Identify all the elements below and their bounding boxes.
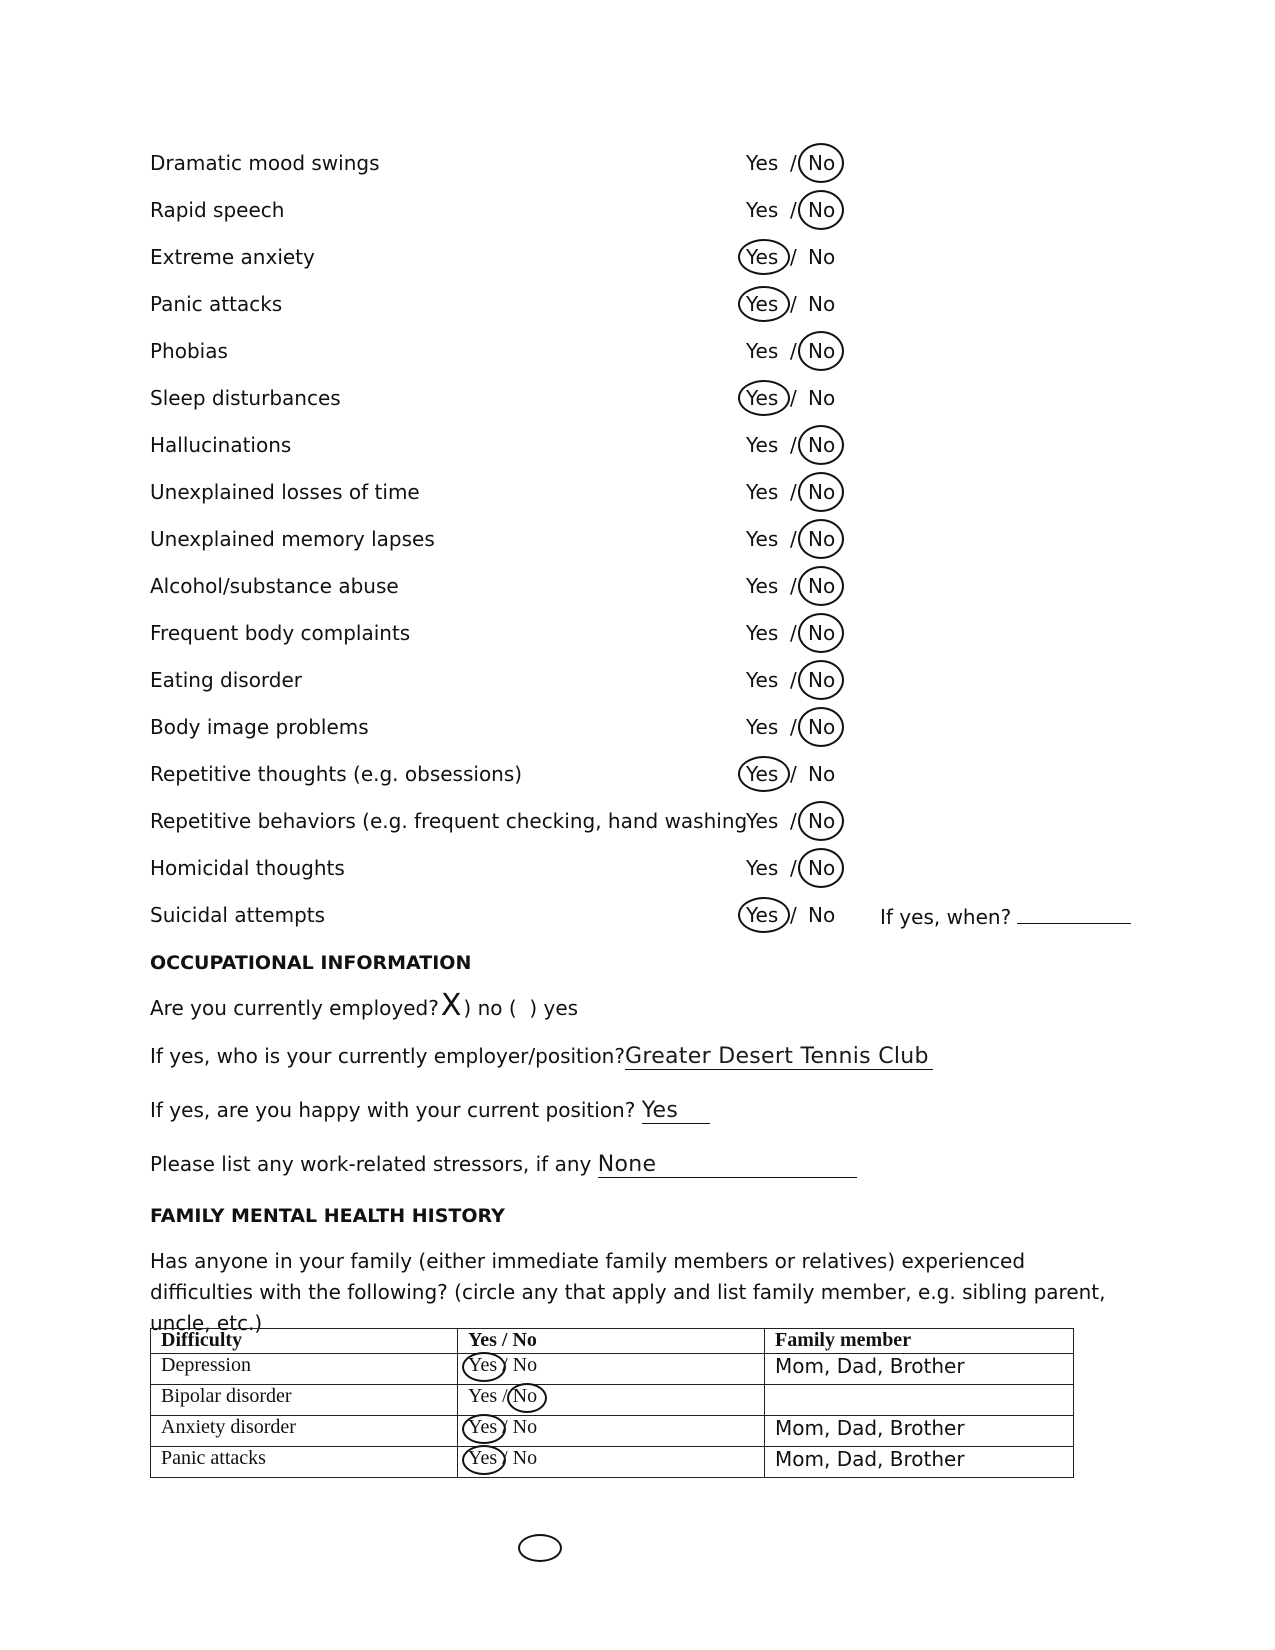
yes-option[interactable]: Yes	[746, 151, 779, 175]
header-yes-no: Yes / No	[458, 1329, 765, 1354]
yes-no-choice[interactable]: Yes / No	[746, 527, 866, 553]
occupational-heading: OCCUPATIONAL INFORMATION	[150, 952, 472, 974]
no-option[interactable]: No	[808, 715, 836, 739]
no-option[interactable]: No	[808, 245, 836, 269]
table-header-row	[151, 1329, 1074, 1354]
symptom-row	[150, 563, 1150, 610]
table-row	[151, 1416, 1074, 1447]
yes-no-cell[interactable]: Yes / No	[458, 1385, 765, 1416]
symptom-label: Sleep disturbances	[150, 386, 341, 410]
yes-no-choice[interactable]: Yes / No	[746, 621, 866, 647]
happy-answer[interactable]: Yes	[642, 1098, 710, 1124]
employed-question: Are you currently employed?X ) no ( ) yes	[150, 988, 579, 1023]
no-option[interactable]: No	[808, 527, 836, 551]
circle-mark	[738, 286, 790, 322]
symptom-label: Alcohol/substance abuse	[150, 574, 399, 598]
symptom-checklist	[150, 140, 1150, 939]
header-difficulty: Difficulty	[151, 1329, 458, 1354]
symptom-label: Dramatic mood swings	[150, 151, 380, 175]
yes-option[interactable]: Yes	[746, 433, 779, 457]
yes-option[interactable]: Yes	[468, 1385, 498, 1407]
yes-no-choice[interactable]: Yes / No	[746, 151, 866, 177]
circle-mark	[798, 801, 844, 841]
symptom-row	[150, 892, 1150, 939]
table-row	[151, 1447, 1074, 1478]
symptom-row	[150, 845, 1150, 892]
circle-mark	[798, 707, 844, 747]
symptom-label: Frequent body complaints	[150, 621, 411, 645]
symptom-label: Phobias	[150, 339, 228, 363]
table-row	[151, 1354, 1074, 1385]
no-option[interactable]: No	[808, 480, 836, 504]
no-option[interactable]: No	[808, 856, 836, 880]
family-intro: Has anyone in your family (either immediate family members or relatives) experienced difficulties with the following? (circle any that apply and list family member, e.g. sibling parent, uncle, etc.)	[150, 1249, 1106, 1335]
header-family-member: Family member	[765, 1329, 1074, 1354]
symptom-row	[150, 657, 1150, 704]
circle-mark	[798, 143, 844, 183]
circle-mark	[738, 897, 790, 933]
symptom-label: Hallucinations	[150, 433, 292, 457]
yes-option[interactable]: Yes	[746, 856, 779, 880]
yes-no-choice[interactable]: Yes / No	[746, 339, 866, 365]
symptom-row	[150, 422, 1150, 469]
no-option[interactable]: No	[808, 621, 836, 645]
symptom-label: Rapid speech	[150, 198, 285, 222]
no-option[interactable]: No	[808, 292, 836, 316]
stressors-answer[interactable]: None	[598, 1152, 857, 1178]
yes-option[interactable]: Yes	[746, 198, 779, 222]
x-mark[interactable]: X	[440, 988, 462, 1023]
yes-option[interactable]: Yes	[746, 621, 779, 645]
table-row	[151, 1385, 1074, 1416]
no-option[interactable]: No	[808, 809, 836, 833]
family-history-table	[150, 1328, 1074, 1478]
circle-mark	[462, 1445, 506, 1475]
circle-mark	[798, 519, 844, 559]
symptom-label: Suicidal attempts	[150, 903, 326, 927]
yes-option[interactable]: Yes	[746, 574, 779, 598]
circle-mark	[798, 190, 844, 230]
circle-mark	[462, 1414, 506, 1444]
employer-question: If yes, who is your currently employer/position?Greater Desert Tennis Club	[150, 1044, 933, 1070]
symptom-label: Extreme anxiety	[150, 245, 315, 269]
yes-option[interactable]: Yes	[746, 903, 779, 927]
symptom-row	[150, 704, 1150, 751]
yes-option[interactable]: Yes	[746, 762, 779, 786]
symptom-label: Eating disorder	[150, 668, 303, 692]
family-heading: FAMILY MENTAL HEALTH HISTORY	[150, 1205, 505, 1227]
symptom-row	[150, 375, 1150, 422]
no-option[interactable]: No	[808, 903, 836, 927]
circle-mark	[798, 472, 844, 512]
family-member-cell[interactable]	[765, 1385, 1074, 1416]
yes-option[interactable]: Yes	[468, 1447, 498, 1469]
no-option[interactable]: No	[512, 1385, 538, 1407]
suicidal-followup: If yes, when?	[880, 903, 1131, 929]
stressors-question: Please list any work-related stressors, if any None	[150, 1152, 857, 1178]
circle-mark	[798, 425, 844, 465]
yes-option[interactable]: Yes	[746, 339, 779, 363]
symptom-label: Panic attacks	[150, 292, 283, 316]
yes-option[interactable]: Yes	[468, 1416, 498, 1438]
circle-mark	[798, 660, 844, 700]
symptom-label: Repetitive thoughts (e.g. obsessions)	[150, 762, 523, 786]
circle-mark	[507, 1383, 547, 1413]
yes-option[interactable]: Yes	[468, 1354, 498, 1376]
yes-no-choice[interactable]: Yes / No	[746, 762, 866, 788]
symptom-row	[150, 281, 1150, 328]
yes-no-choice[interactable]: Yes / No	[746, 668, 866, 694]
yes-option[interactable]: Yes	[746, 527, 779, 551]
no-option[interactable]: No	[808, 762, 836, 786]
difficulty-cell: Bipolar disorder	[151, 1385, 458, 1416]
happy-question: If yes, are you happy with your current position? Yes	[150, 1098, 710, 1124]
no-option[interactable]: No	[808, 151, 836, 175]
circle-mark	[798, 331, 844, 371]
symptom-label: Repetitive behaviors (e.g. frequent checking, hand washing	[150, 809, 748, 833]
no-option[interactable]: No	[808, 198, 836, 222]
difficulty-cell: Panic attacks	[151, 1447, 458, 1478]
family-member-cell[interactable]: Mom, Dad, Brother	[765, 1416, 1074, 1447]
yes-option[interactable]: Yes	[746, 292, 779, 316]
symptom-row	[150, 328, 1150, 375]
no-option[interactable]: No	[512, 1354, 538, 1376]
difficulty-cell: Depression	[151, 1354, 458, 1385]
yes-option[interactable]: Yes	[746, 386, 779, 410]
yes-option[interactable]: Yes	[746, 245, 779, 269]
symptom-row	[150, 234, 1150, 281]
yes-option[interactable]: Yes	[746, 480, 779, 504]
symptom-row	[150, 751, 1150, 798]
yes-option[interactable]: Yes	[746, 715, 779, 739]
symptom-label: Unexplained memory lapses	[150, 527, 435, 551]
yes-no-choice[interactable]: Yes / No	[746, 480, 866, 506]
yes-no-choice[interactable]: Yes / No	[746, 715, 866, 741]
yes-no-choice[interactable]: Yes / No	[746, 433, 866, 459]
yes-option[interactable]: Yes	[746, 809, 779, 833]
no-option[interactable]: No	[808, 339, 836, 363]
circle-mark	[798, 848, 844, 888]
circle-mark	[738, 380, 790, 416]
yes-no-choice[interactable]: Yes / No	[746, 856, 866, 882]
symptom-row	[150, 140, 1150, 187]
symptom-row	[150, 469, 1150, 516]
no-option[interactable]: No	[512, 1416, 538, 1438]
symptom-row	[150, 516, 1150, 563]
yes-no-choice[interactable]: Yes / No	[746, 574, 866, 600]
yes-no-choice[interactable]: Yes / No	[746, 245, 866, 271]
symptom-row	[150, 798, 1150, 845]
symptom-label: Body image problems	[150, 715, 369, 739]
employer-answer[interactable]: Greater Desert Tennis Club	[625, 1044, 933, 1070]
difficulty-cell: Anxiety disorder	[151, 1416, 458, 1447]
circle-mark	[738, 756, 790, 792]
symptom-label: Unexplained losses of time	[150, 480, 420, 504]
no-option[interactable]: No	[808, 386, 836, 410]
no-option[interactable]: No	[808, 574, 836, 598]
circle-mark	[738, 239, 790, 275]
no-option[interactable]: No	[808, 668, 836, 692]
no-option[interactable]: No	[808, 433, 836, 457]
symptom-row	[150, 187, 1150, 234]
no-option[interactable]: No	[512, 1447, 538, 1469]
circle-mark	[798, 566, 844, 606]
yes-option[interactable]: Yes	[746, 668, 779, 692]
yes-no-choice[interactable]: Yes / No	[746, 809, 866, 835]
yes-no-cell[interactable]: Yes / No	[458, 1447, 765, 1478]
family-member-cell[interactable]: Mom, Dad, Brother	[765, 1447, 1074, 1478]
family-member-cell[interactable]: Mom, Dad, Brother	[765, 1354, 1074, 1385]
yes-no-choice[interactable]: Yes / No	[746, 903, 866, 929]
symptom-label: Homicidal thoughts	[150, 856, 345, 880]
symptom-row	[150, 610, 1150, 657]
circle-mark	[462, 1352, 506, 1382]
yes-no-cell[interactable]: Yes / No	[458, 1416, 765, 1447]
yes-no-cell[interactable]: Yes / No	[458, 1354, 765, 1385]
yes-no-choice[interactable]: Yes / No	[746, 198, 866, 224]
yes-no-choice[interactable]: Yes / No	[746, 386, 866, 412]
circle-mark	[798, 613, 844, 653]
stray-pen-mark	[518, 1534, 562, 1562]
when-input[interactable]	[1017, 903, 1131, 924]
yes-no-choice[interactable]: Yes / No	[746, 292, 866, 318]
